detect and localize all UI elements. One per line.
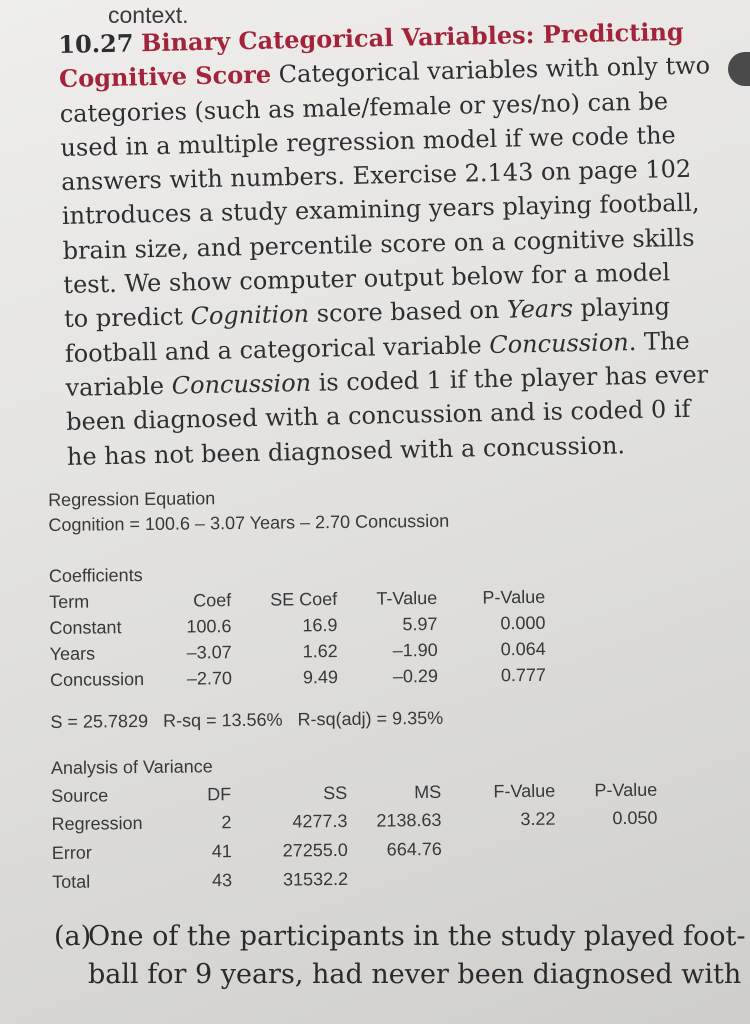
- exercise-text: is coded 1 if the player has ever: [310, 360, 709, 397]
- anova-header-row: [51, 779, 691, 810]
- anova-cell: 0.050: [612, 807, 658, 829]
- anova-header: P-Value: [594, 779, 658, 801]
- coef-cell: Concussion: [49, 669, 145, 690]
- exercise-text: . The: [628, 326, 690, 356]
- anova-cell: [566, 837, 658, 838]
- anova-header: F-Value: [493, 780, 556, 802]
- variable-name: Concussion: [171, 368, 312, 400]
- coef-cell: 1.62: [302, 640, 338, 662]
- anova-header: SS: [323, 782, 348, 804]
- previous-text-fragment: context.: [108, 2, 189, 28]
- coef-cell: 5.97: [402, 613, 438, 635]
- exercise-10-27: [58, 15, 711, 474]
- anova-cell: 4277.3: [292, 810, 348, 832]
- regression-equation: Cognition = 100.6 – 3.07 Years – 2.70 Concussion: [48, 510, 450, 535]
- exercise-text: football and a categorical variable: [64, 330, 490, 368]
- anova-cell: Total: [52, 871, 91, 892]
- exercise-line-3: categories (such as male/female or yes/no) can be: [59, 86, 669, 128]
- coef-header: Term: [49, 591, 90, 612]
- anova-cell: 2: [221, 812, 232, 833]
- exercise-title: Binary Categorical Variables: Predicting: [140, 16, 684, 58]
- coef-cell: 9.49: [302, 666, 339, 688]
- coef-header: SE Coef: [270, 588, 338, 610]
- question-label: (a): [54, 921, 92, 952]
- computer-output: [48, 481, 688, 892]
- coef-cell: Constant: [49, 617, 122, 638]
- variable-name: Years: [506, 294, 574, 325]
- exercise-line-7: brain size, and percentile score on a cognitive skills: [62, 223, 695, 265]
- anova-row: [52, 836, 692, 867]
- question-line-2: ball for 9 years, had never been diagnosed with: [88, 959, 742, 990]
- exercise-line-6: introduces a study examining years playing football,: [61, 189, 700, 231]
- variable-name: Concussion: [489, 327, 629, 359]
- anova-cell: 41: [211, 841, 232, 862]
- anova-cell: 31532.2: [282, 868, 349, 890]
- coef-cell: 100.6: [186, 616, 232, 637]
- anova-cell: 2138.63: [376, 809, 442, 831]
- anova-header: MS: [414, 781, 442, 803]
- anova-header: Source: [51, 785, 109, 806]
- anova-row: [51, 807, 691, 838]
- exercise-line-4: used in a multiple regression model if we code the: [60, 120, 677, 162]
- anova-cell: 27255.0: [282, 839, 348, 861]
- coef-cell: 0.000: [500, 612, 546, 634]
- coef-cell: 0.064: [500, 638, 546, 660]
- anova-cell: [358, 868, 442, 869]
- exercise-text: to predict: [63, 302, 191, 334]
- exercise-line-12: been diagnosed with a concussion and is coded 0 if: [65, 395, 691, 437]
- coef-cell: Years: [49, 643, 96, 664]
- exercise-text: Categorical variables with only two: [270, 51, 711, 89]
- coef-header: Coef: [193, 590, 232, 611]
- exercise-line-8: test. We show computer output below for a model: [63, 258, 671, 300]
- anova-heading: Analysis of Variance: [50, 756, 213, 778]
- exercise-number: 10.27: [58, 28, 134, 59]
- thumb-shadow: [728, 52, 750, 86]
- anova-cell: 43: [211, 870, 233, 891]
- anova-cell: [464, 867, 556, 868]
- question-a: [54, 918, 748, 994]
- exercise-text: variable: [65, 371, 173, 402]
- coef-cell: –2.70: [186, 668, 233, 689]
- anova-cell: [464, 838, 556, 839]
- coef-cell: –1.90: [392, 639, 438, 661]
- exercise-line-13: he has not been diagnosed with a concussion.: [66, 430, 626, 471]
- exercise-text: playing: [572, 292, 671, 323]
- coefficients-heading: Coefficients: [48, 565, 143, 586]
- anova-cell: Error: [51, 842, 92, 863]
- coef-cell: –3.07: [186, 642, 232, 663]
- coef-cell: –0.29: [392, 665, 439, 687]
- exercise-line-5: answers with numbers. Exercise 2.143 on page 102: [60, 154, 692, 197]
- exercise-title-cont: Cognitive Score: [58, 59, 272, 94]
- model-summary: S = 25.7829 R-sq = 13.56% R-sq(adj) = 9.35%: [50, 707, 444, 732]
- regression-heading: Regression Equation: [48, 488, 216, 510]
- anova-cell: 664.76: [386, 838, 442, 860]
- coef-header: T-Value: [376, 587, 438, 609]
- question-line-1: One of the participants in the study played foot-: [88, 921, 746, 952]
- variable-name: Cognition: [190, 300, 310, 331]
- coef-header: P-Value: [482, 586, 546, 608]
- anova-header: DF: [207, 784, 232, 805]
- anova-cell: Regression: [51, 813, 143, 834]
- anova-cell: [566, 866, 658, 867]
- coef-row: [50, 663, 690, 694]
- exercise-text: score based on: [308, 296, 508, 329]
- coef-cell: 0.777: [500, 664, 547, 686]
- anova-row: [52, 865, 692, 896]
- anova-cell: 3.22: [520, 808, 556, 830]
- coef-cell: 16.9: [302, 614, 338, 636]
